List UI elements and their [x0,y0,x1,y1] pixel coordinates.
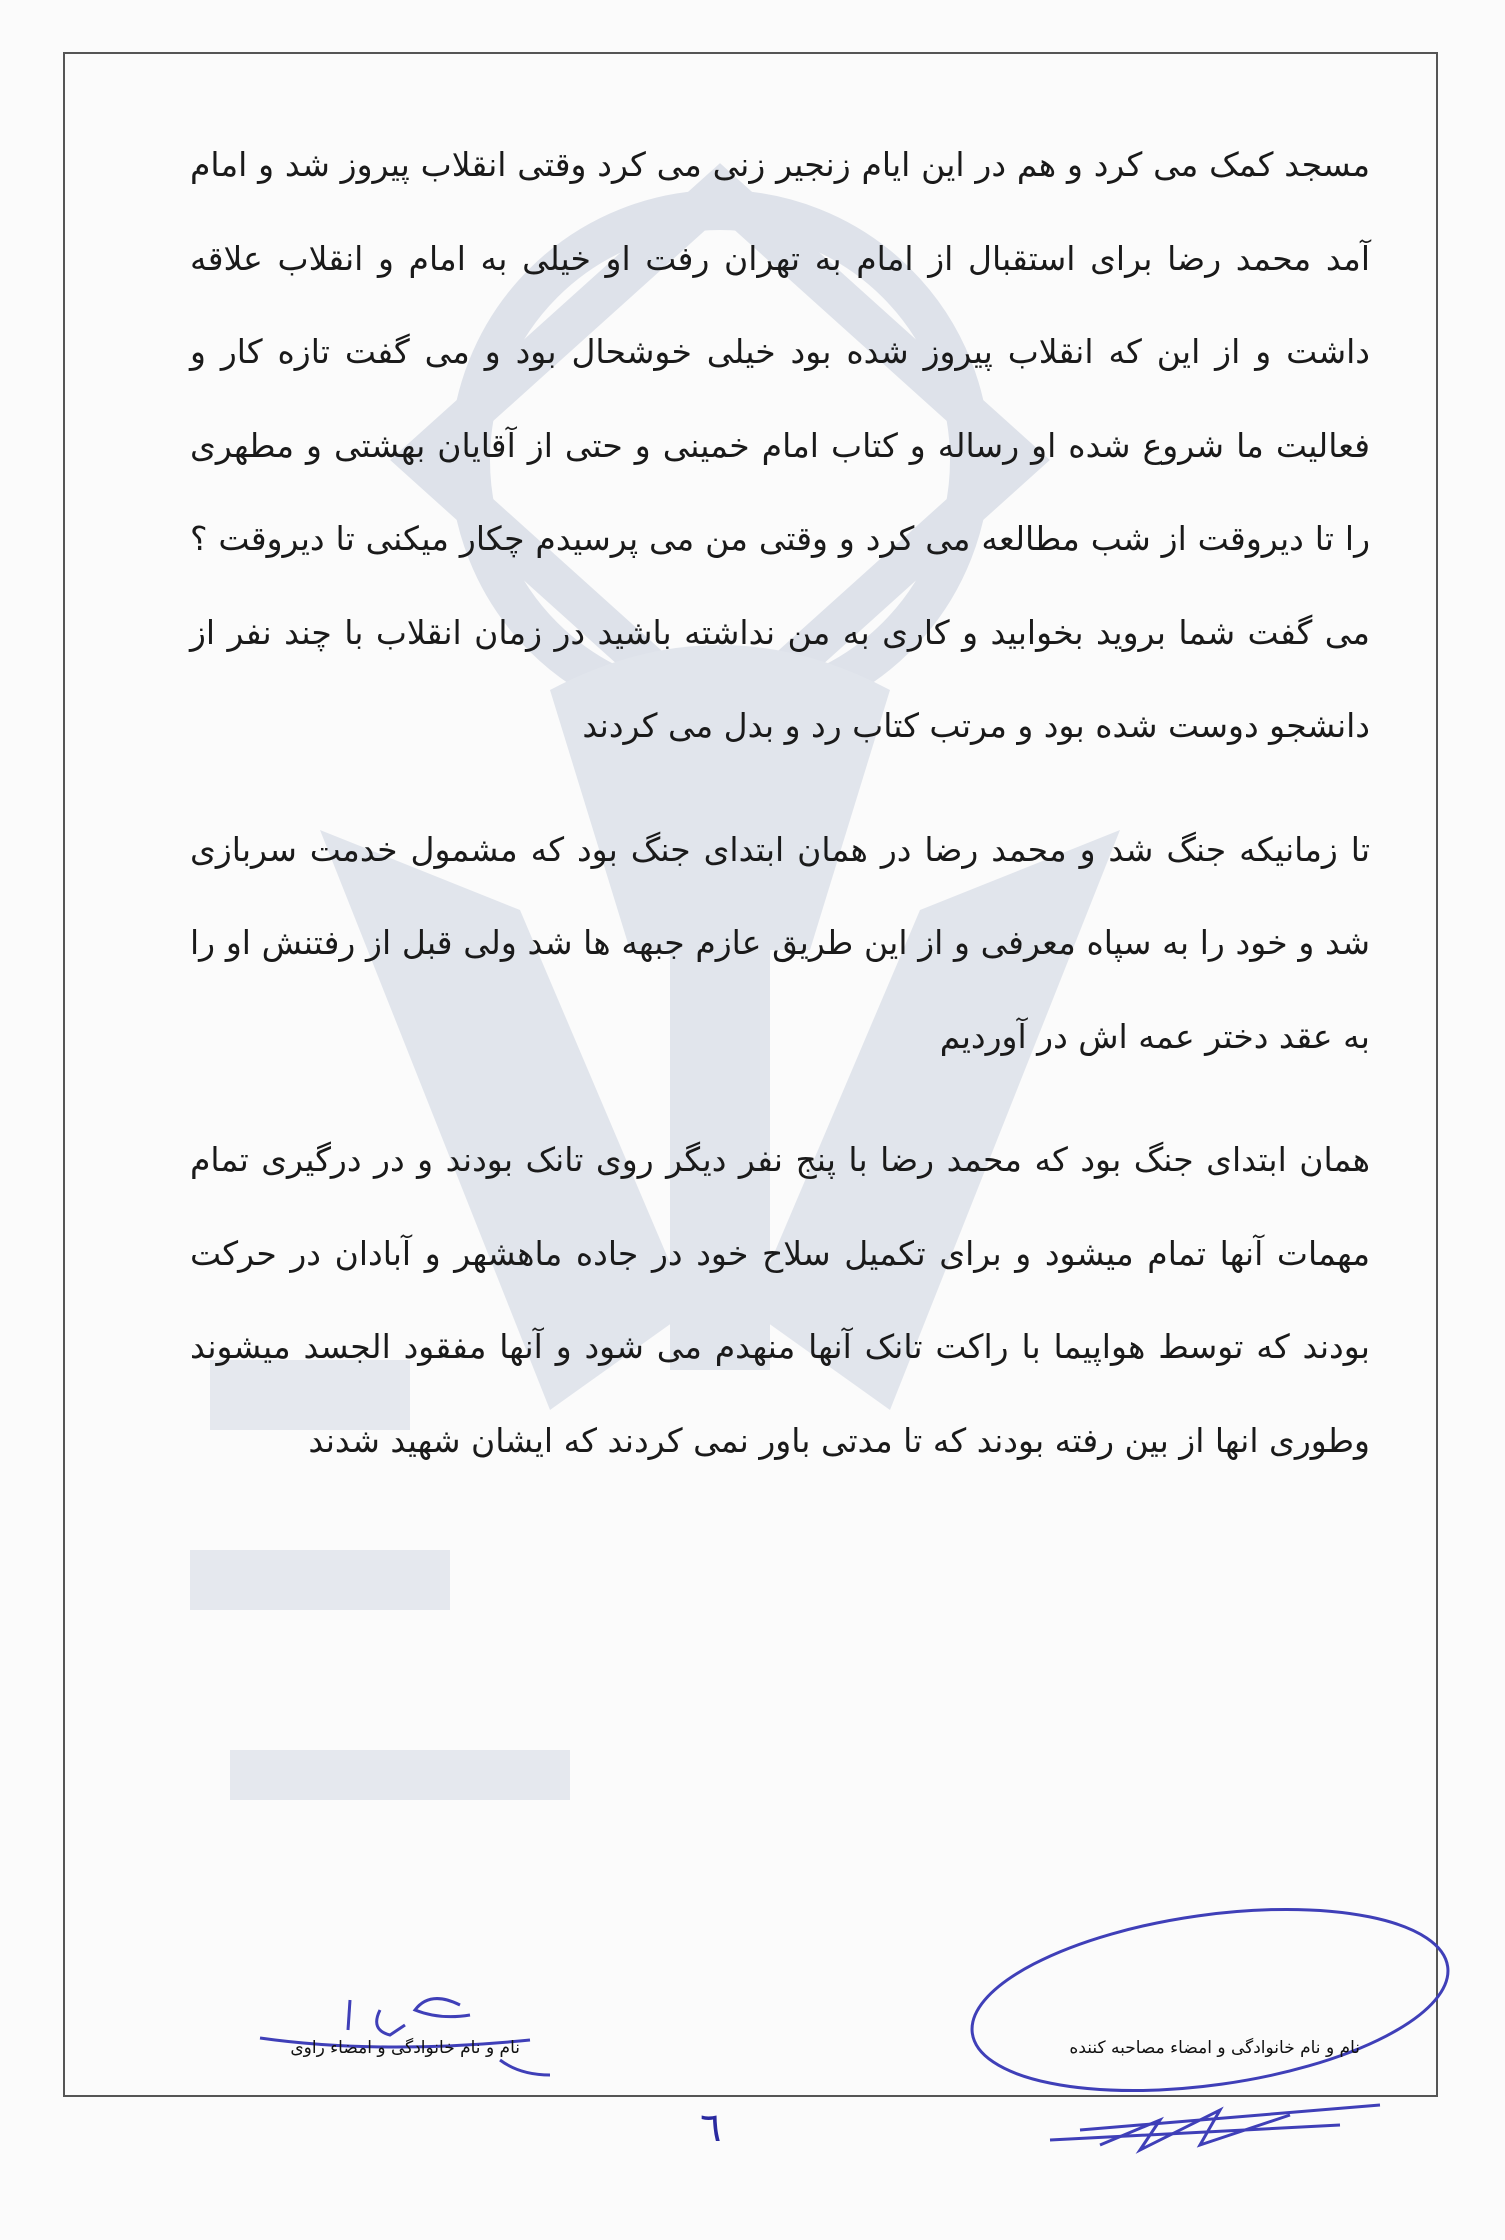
page-number: ٦ [700,2105,722,2151]
interviewer-signature-label: نام و نام خانوادگی و امضاء مصاحبه کننده [1069,2038,1360,2058]
narrator-signature-label: نام و نام خانوادگی و امضاء راوی [290,2038,520,2058]
paragraph-3: همان ابتدای جنگ بود که محمد رضا با پنج نفر دیگر روی تانک بودند و در درگیری تمام مهمات آنها تمام میشود و برای تکمیل سلاح خود در جاده ماهشهر و آبادان در حرکت بودند که توسط هواپیما با راکت تانک آنها منهدم می شود و آنها مفقود الجسد میشوند وطوری انها از بین رفته بودند که تا مدتی باور نمی کردند که ایشان شهید شدند [190,1140,1370,1460]
narrator-signature [230,1980,560,2090]
document-body [190,118,1370,1487]
interviewer-signature [960,1905,1460,2155]
paragraph-2: تا زمانیکه جنگ شد و محمد رضا در همان ابتدای جنگ بود که مشمول خدمت سربازی شد و خود را به سپاه معرفی و از این طریق عازم جبهه ها شد ولی قبل از رفتنش او را به عقد دختر عمه اش در آوردیم [190,829,1370,1056]
paragraph-1: مسجد کمک می کرد و هم در این ایام زنجیر زنی می کرد وقتی انقلاب پیروز شد و امام آمد محمد رضا برای استقبال از امام به تهران رفت او خیلی به امام و انقلاب علاقه داشت و از این که انقلاب پیروز شده بود خیلی خوشحال بود و می گفت تازه کار و فعالیت ما شروع شده او رساله و کتاب امام خمینی و حتی از آقایان بهشتی و مطهری را تا دیروقت از شب مطالعه می کرد و وقتی من می پرسیدم چکار میکنی تا دیروقت ؟ می گفت شما بروید بخوابید و کاری به من نداشته باشید در زمان انقلاب با چند نفر از دانشجو دوست شده بود و مرتب کتاب رد و بدل می کردند [190,145,1370,745]
